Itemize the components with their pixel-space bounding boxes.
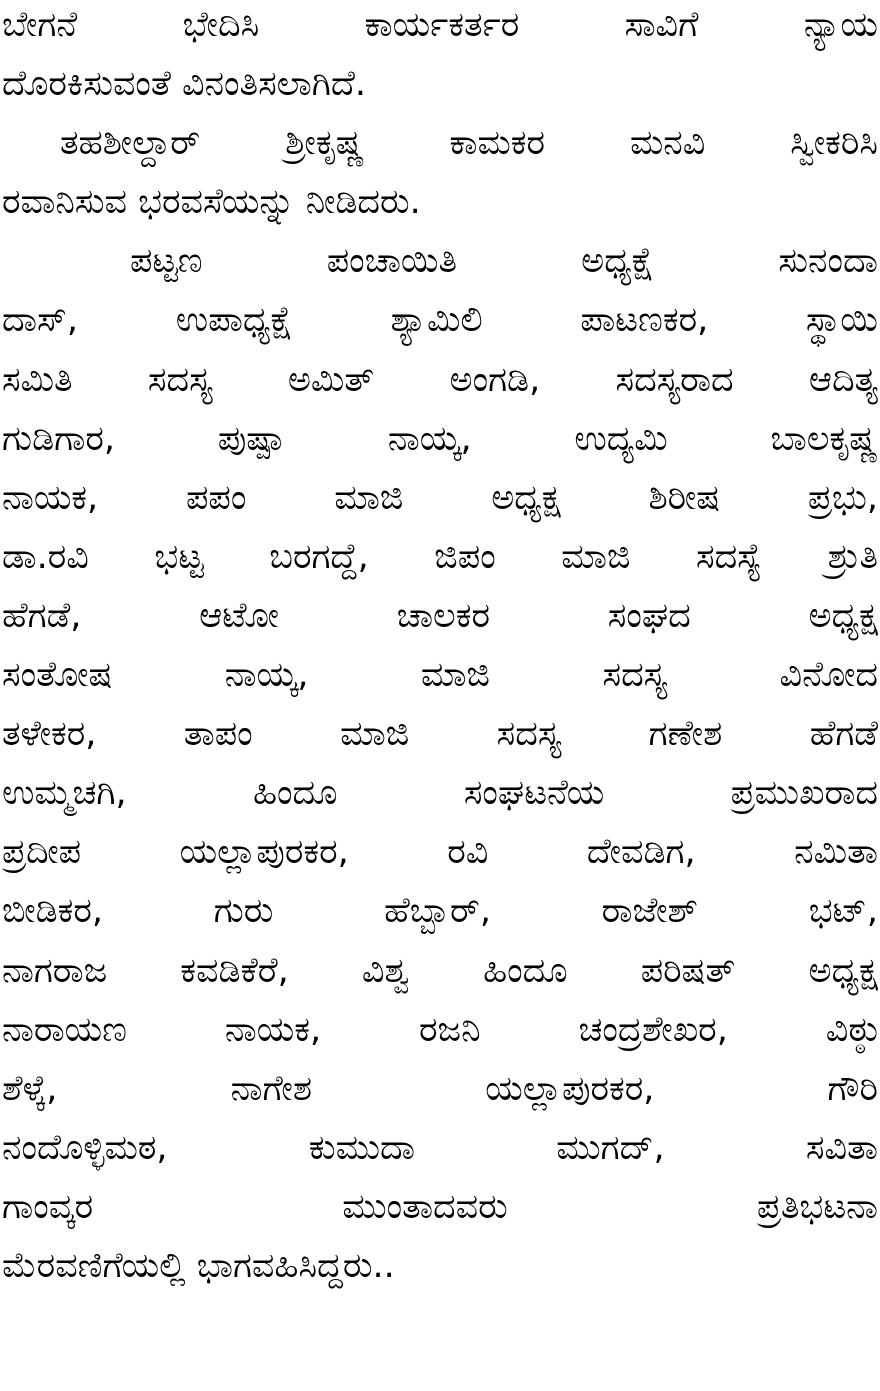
article-line-14: ಉಮ್ಮಚಗಿ, ಹಿಂದೂ ಸಂಘಟನೆಯ ಪ್ರಮುಖರಾದ: [2, 773, 878, 814]
article-line-7: ಸಮಿತಿ ಸದಸ್ಯ ಅಮಿತ್ ಅಂಗಡಿ, ಸದಸ್ಯರಾದ ಆದಿತ್ಯ: [2, 359, 878, 400]
article-line-12: ಸಂತೋಷ ನಾಯ್ಕ, ಮಾಜಿ ಸದಸ್ಯ ವಿನೋದ: [2, 655, 878, 696]
article-line-13: ತಳೇಕರ, ತಾಪಂ ಮಾಜಿ ಸದಸ್ಯ ಗಣೇಶ ಹೆಗಡೆ: [2, 714, 878, 755]
article-line-21: ಗಾಂವ್ಕರ ಮುಂತಾದವರು ಪ್ರತಿಭಟನಾ: [2, 1186, 878, 1227]
article-line-8: ಗುಡಿಗಾರ, ಪುಷ್ಪಾ ನಾಯ್ಕ, ಉದ್ಯಮಿ ಬಾಲಕೃಷ್ಣ: [2, 418, 878, 459]
article-line-4: ರವಾನಿಸುವ ಭರವಸೆಯನ್ನು ನೀಡಿದರು.: [2, 182, 421, 223]
article-line-22: ಮೆರವಣಿಗೆಯಲ್ಲಿ ಭಾಗವಹಿಸಿದ್ದರು..: [2, 1245, 395, 1286]
article-line-10: ಡಾ.ರವಿ ಭಟ್ಟ ಬರಗದ್ದೆ, ಜಿಪಂ ಮಾಜಿ ಸದಸ್ಯೆ ಶ್ರುತಿ: [2, 536, 878, 577]
article-line-2: ದೊರಕಿಸುವಂತೆ ವಿನಂತಿಸಲಾಗಿದೆ.: [2, 64, 366, 105]
article-line-11: ಹೆಗಡೆ, ಆಟೋ ಚಾಲಕರ ಸಂಘದ ಅಧ್ಯಕ್ಷ: [2, 595, 878, 636]
article-line-1: ಬೇಗನೆ ಭೇದಿಸಿ ಕಾರ್ಯಕರ್ತರ ಸಾವಿಗೆ ನ್ಯಾಯ: [2, 5, 878, 45]
article-line-15: ಪ್ರದೀಪ ಯಲ್ಲಾಪುರಕರ, ರವಿ ದೇವಡಿಗ, ನಮಿತಾ: [2, 832, 878, 873]
article-line-18: ನಾರಾಯಣ ನಾಯಕ, ರಜನಿ ಚಂದ್ರಶೇಖರ, ವಿಠ್ಠು: [2, 1009, 878, 1050]
article-line-17: ನಾಗರಾಜ ಕವಡಿಕೆರೆ, ವಿಶ್ವ ಹಿಂದೂ ಪರಿಷತ್ ಅಧ್ಯಕ್ಷ: [2, 950, 878, 991]
article-line-5: ಪಟ್ಟಣ ಪಂಚಾಯಿತಿ ಅಧ್ಯಕ್ಷೆ ಸುನಂದಾ: [130, 241, 878, 282]
article-line-16: ಬೀಡಿಕರ, ಗುರು ಹೆಬ್ಬಾರ್, ರಾಜೇಶ್ ಭಟ್,: [2, 891, 878, 932]
article-line-3: ತಹಶೀಲ್ದಾರ್ ಶ್ರೀಕೃಷ್ಣ ಕಾಮಕರ ಮನವಿ ಸ್ವೀಕರಿಸಿ: [60, 123, 878, 164]
article-line-19: ಶೆಳ್ಕೆ, ನಾಗೇಶ ಯಲ್ಲಾಪುರಕರ, ಗೌರಿ: [2, 1068, 878, 1109]
article-line-20: ನಂದೊಳ್ಳಿಮಠ, ಕುಮುದಾ ಮುಗದ್, ಸವಿತಾ: [2, 1127, 878, 1168]
article-line-6: ದಾಸ್, ಉಪಾಧ್ಯಕ್ಷೆ ಶ್ಯಾಮಿಲಿ ಪಾಟಣಕರ, ಸ್ಥಾಯಿ: [2, 300, 878, 341]
article-line-9: ನಾಯಕ, ಪಪಂ ಮಾಜಿ ಅಧ್ಯಕ್ಷ ಶಿರೀಷ ಪ್ರಭು,: [2, 477, 878, 518]
